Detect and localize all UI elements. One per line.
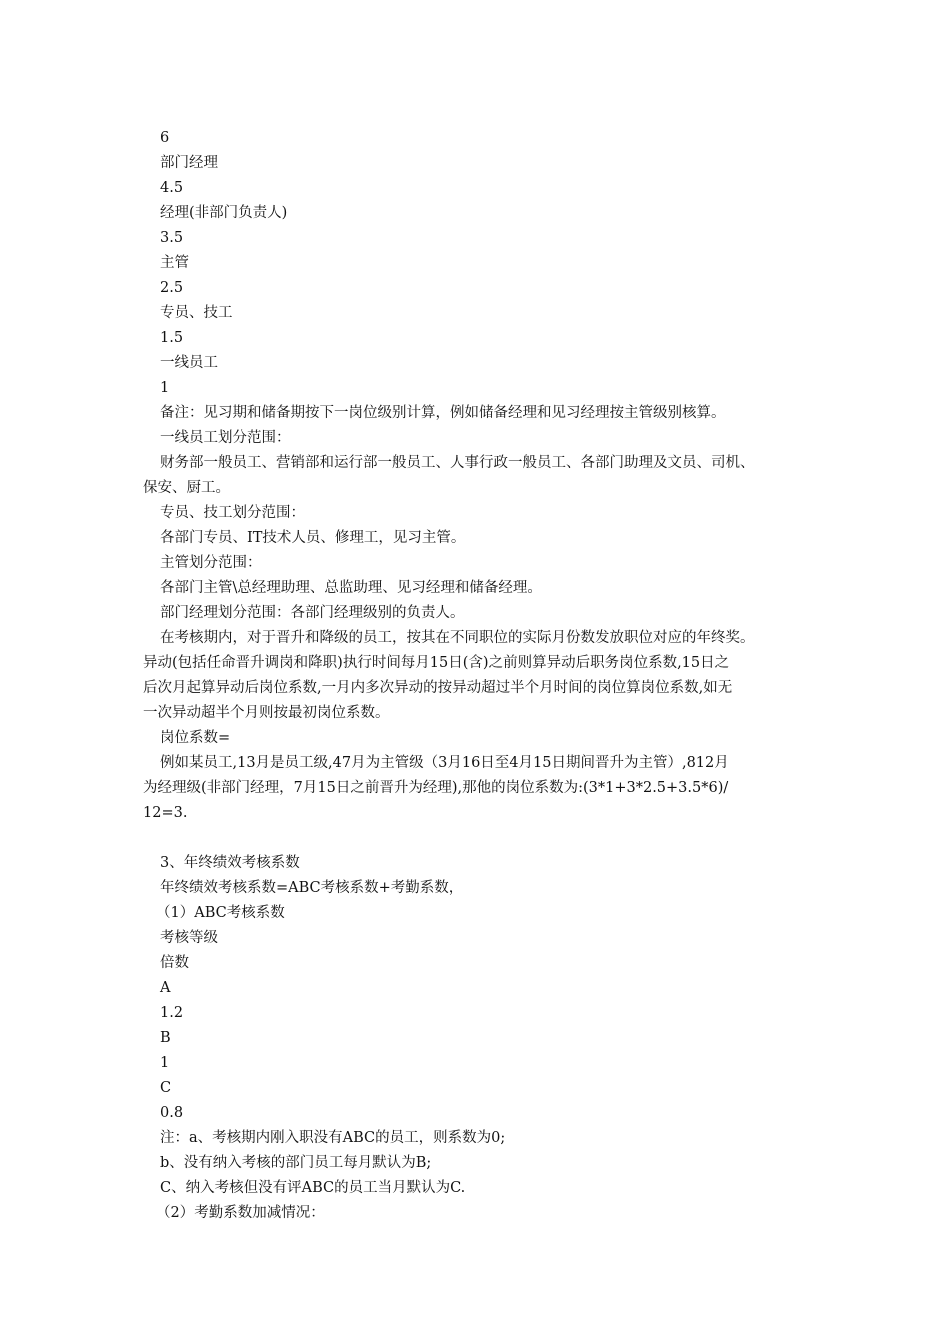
level-value: 2.5 — [160, 280, 184, 296]
manager-scope: 部门经理划分范围：各部门经理级别的负责人。 — [160, 605, 465, 621]
abc-header-grade: 考核等级 — [160, 930, 218, 946]
abc-grade: A — [160, 980, 171, 996]
abc-multiple: 1 — [160, 1055, 170, 1071]
promotion-paragraph-cont: 异动(包括任命晋升调岗和降职)执行时间每月15日(含)之前则算异动后职务岗位系数,15日之 — [143, 655, 730, 671]
frontline-scope-title: 一线员工划分范围： — [160, 430, 291, 446]
level-name: 专员、技工 — [160, 305, 233, 321]
example-paragraph: 例如某员工,13月是员工级,47月为主管级（3月16日至4月15日期间晋升为主管）,812月 — [160, 755, 729, 771]
frontline-scope-body: 财务部一般员工、营销部和运行部一般员工、人事行政一般员工、各部门助理及文员、司机、 — [160, 455, 755, 471]
section-3-formula: 年终绩效考核系数=ABC考核系数+考勤系数， — [160, 880, 464, 896]
level-name: 经理(非部门负责人) — [160, 205, 288, 221]
level-value: 4.5 — [160, 180, 184, 196]
example-paragraph-cont: 为经理级(非部门经理，7月15日之前晋升为经理),那他的岗位系数为:(3*1+3*2.5+3.5*6)/ — [143, 780, 729, 796]
example-paragraph-cont: 12=3. — [143, 805, 188, 821]
note-a: 注：a、考核期内刚入职没有ABC的员工，则系数为0; — [160, 1130, 506, 1146]
frontline-scope-body-cont: 保安、厨工。 — [143, 480, 230, 496]
abc-grade: C — [160, 1080, 172, 1096]
abc-header-multiple: 倍数 — [160, 955, 189, 971]
specialist-scope-title: 专员、技工划分范围： — [160, 505, 305, 521]
section-3-title: 3、年终绩效考核系数 — [160, 855, 300, 871]
note-b: b、没有纳入考核的部门员工每月默认为B; — [160, 1155, 432, 1171]
abc-multiple: 1.2 — [160, 1005, 184, 1021]
note-c: C、纳入考核但没有评ABC的员工当月默认为C. — [160, 1180, 466, 1196]
attendance-coefficient-title: （2）考勤系数加减情况： — [156, 1205, 325, 1221]
level-name: 一线员工 — [160, 355, 218, 371]
abc-coefficient-title: （1）ABC考核系数 — [156, 905, 285, 921]
abc-grade: B — [160, 1030, 171, 1046]
probation-note: 备注：见习期和储备期按下一岗位级别计算，例如储备经理和见习经理按主管级别核算。 — [160, 405, 726, 421]
level-value: 6 — [160, 130, 170, 146]
level-value: 1.5 — [160, 330, 184, 346]
position-coefficient-label: 岗位系数= — [160, 730, 231, 746]
promotion-paragraph: 在考核期内，对于晋升和降级的员工，按其在不同职位的实际月份数发放职位对应的年终奖。 — [160, 630, 755, 646]
level-name: 主管 — [160, 255, 189, 271]
level-value: 1 — [160, 380, 170, 396]
supervisor-scope-title: 主管划分范围： — [160, 555, 262, 571]
promotion-paragraph-cont: 后次月起算异动后岗位系数,一月内多次异动的按异动超过半个月时间的岗位算岗位系数,如无 — [143, 680, 733, 696]
promotion-paragraph-cont: 一次异动超半个月则按最初岗位系数。 — [143, 705, 390, 721]
level-value: 3.5 — [160, 230, 184, 246]
supervisor-scope-body: 各部门主管\总经理助理、总监助理、见习经理和储备经理。 — [160, 580, 542, 596]
specialist-scope-body: 各部门专员、IT技术人员、修理工，见习主管。 — [160, 530, 466, 546]
level-name: 部门经理 — [160, 155, 218, 171]
abc-multiple: 0.8 — [160, 1105, 184, 1121]
